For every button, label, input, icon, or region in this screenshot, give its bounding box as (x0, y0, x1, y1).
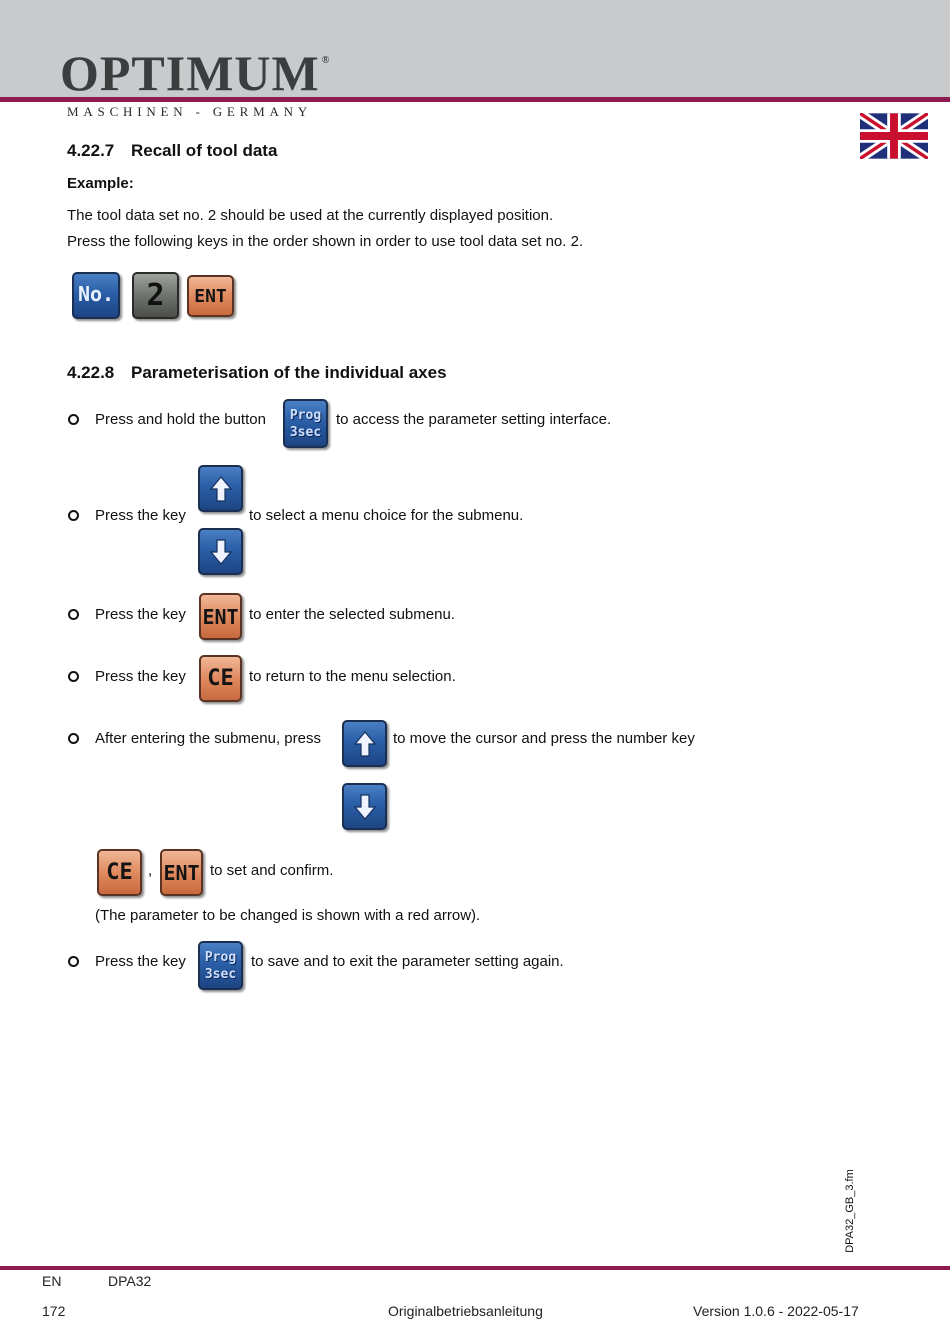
no-key: No. (72, 272, 120, 319)
arrow-down-key (198, 528, 243, 575)
bullet-6-text-post: to save and to exit the parameter setting again. (251, 953, 564, 970)
footer-divider (0, 1266, 950, 1270)
bullet-icon (68, 733, 79, 744)
section-title: Parameterisation of the individual axes (131, 363, 447, 382)
bullet-5-note: (The parameter to be changed is shown with a red arrow). (95, 907, 481, 924)
paragraph-line-2: Press the following keys in the order shown in order to use tool data set no. 2. (67, 233, 584, 250)
bullet-1-text-pre: Press and hold the button (95, 411, 266, 428)
bullet-6-text-pre: Press the key (95, 953, 186, 970)
footer-version: Version 1.0.6 - 2022-05-17 (693, 1303, 859, 1319)
bullet-icon (68, 414, 79, 425)
bullet-2-text-post: to select a menu choice for the submenu. (249, 507, 524, 524)
section-number: 4.22.7 (67, 141, 115, 160)
bullet-1-text-post: to access the parameter setting interface. (336, 411, 612, 428)
paragraph-line-1: The tool data set no. 2 should be used at the currently displayed position. (67, 207, 554, 224)
prog-key-line-2: 3sec (204, 966, 237, 982)
ce-key: CE (97, 849, 142, 896)
arrow-down-key (342, 783, 387, 830)
bullet-4-text-post: to return to the menu selection. (249, 668, 456, 685)
brand-logo (60, 45, 331, 101)
bullet-5-confirm-text: to set and confirm. (210, 862, 334, 879)
arrow-down-icon (353, 793, 377, 821)
prog-key-line-1: Prog (204, 949, 237, 965)
arrow-up-icon (209, 475, 233, 503)
prog-3sec-key (283, 399, 328, 448)
side-filename: DPA32_GB_3.fm (844, 1169, 856, 1253)
ent-key: ENT (160, 849, 203, 896)
arrow-up-key (198, 465, 243, 512)
ent-key: ENT (187, 275, 234, 317)
bullet-icon (68, 609, 79, 620)
ent-key: ENT (199, 593, 242, 640)
bullet-5-text-pre: After entering the submenu, press (95, 730, 321, 747)
arrow-up-key (342, 720, 387, 767)
example-label: Example: (67, 175, 134, 192)
arrow-down-icon (209, 538, 233, 566)
bullet-3-text-pre: Press the key (95, 606, 186, 623)
page-number: 172 (42, 1303, 66, 1319)
bullet-icon (68, 510, 79, 521)
bullet-3-text-post: to enter the selected submenu. (249, 606, 455, 623)
section-title: Recall of tool data (131, 141, 278, 160)
uk-flag-icon (860, 113, 928, 159)
number-2-key: 2 (132, 272, 179, 319)
footer-model: DPA32 (108, 1273, 152, 1289)
footer-document-title: Originalbetriebsanleitung (388, 1303, 543, 1319)
bullet-4-text-pre: Press the key (95, 668, 186, 685)
prog-key-line-1: Prog (289, 407, 322, 423)
brand-name: OPTIMUM (60, 45, 320, 101)
ce-key: CE (199, 655, 242, 702)
prog-3sec-key (198, 941, 243, 990)
key-separator: , (148, 862, 153, 879)
bullet-5-text-post: to move the cursor and press the number key (393, 730, 695, 747)
bullet-icon (68, 671, 79, 682)
section-heading-parameterisation (67, 363, 447, 383)
bullet-2-text-pre: Press the key (95, 507, 186, 524)
section-heading-recall (67, 141, 277, 161)
footer-language: EN (42, 1273, 62, 1289)
brand-tagline: MASCHINEN - GERMANY (67, 104, 313, 119)
registered-mark: ® (321, 55, 331, 66)
arrow-up-icon (353, 730, 377, 758)
prog-key-line-2: 3sec (289, 424, 322, 440)
section-number: 4.22.8 (67, 363, 115, 382)
bullet-icon (68, 956, 79, 967)
